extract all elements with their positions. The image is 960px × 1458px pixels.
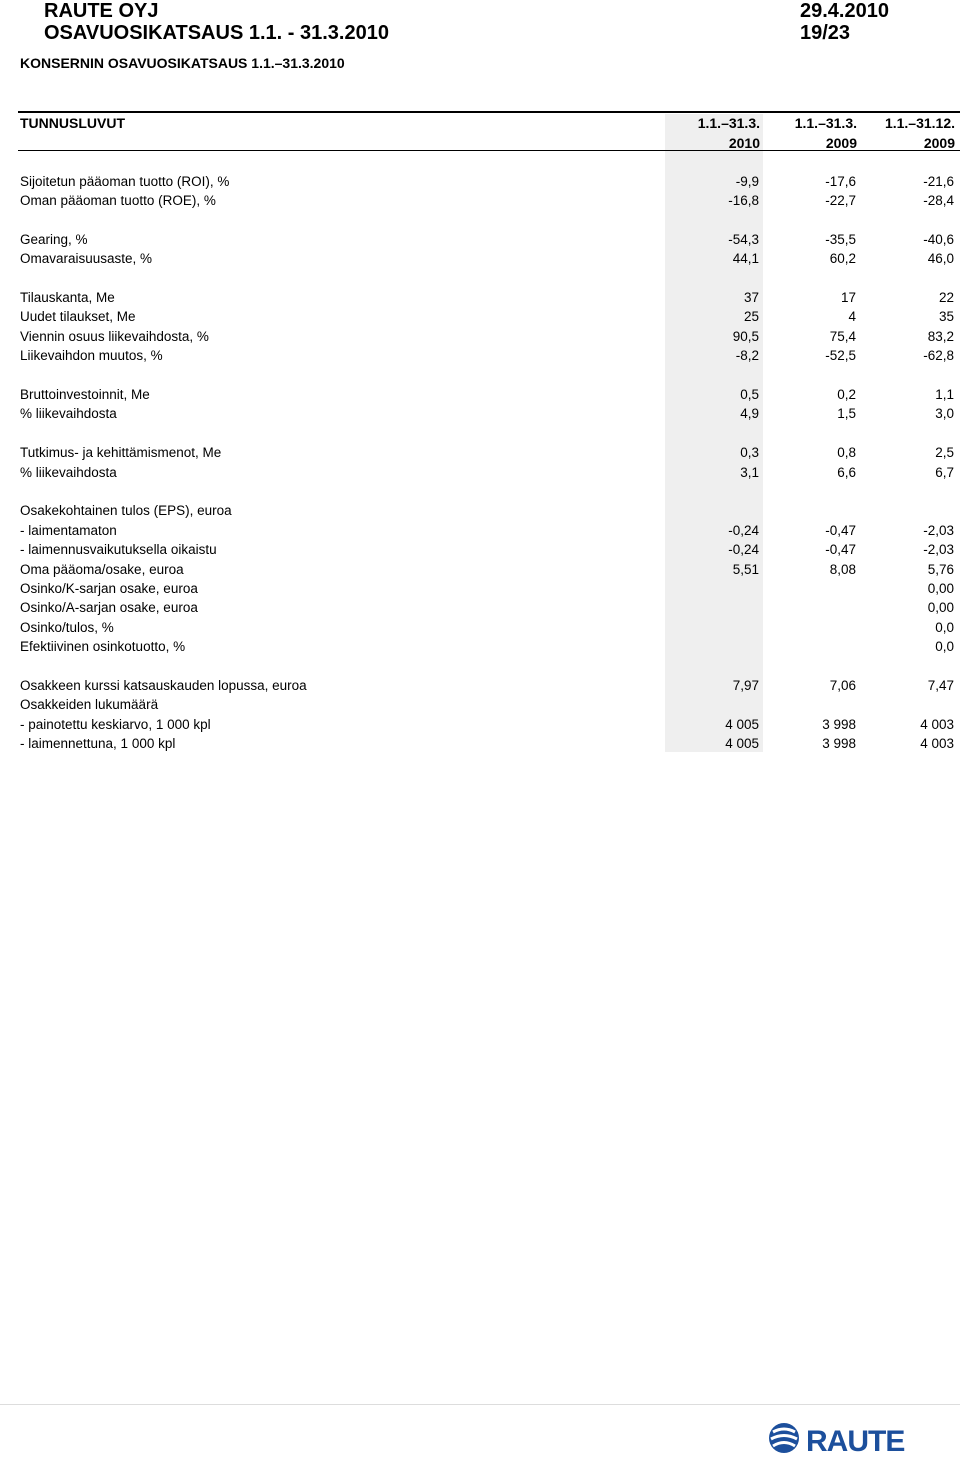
row-value-col3: 6,7 (935, 465, 954, 480)
row-value-col1: 4,9 (740, 406, 759, 421)
report-header-right (800, 0, 889, 44)
row-value-col1: 4 005 (725, 717, 759, 732)
row-value-col2: 6,6 (837, 465, 856, 480)
row-value-col3: 2,5 (935, 445, 954, 460)
row-value-col1: 90,5 (732, 329, 759, 344)
row-value-col3: 35 (938, 309, 954, 324)
column-header-3 (855, 113, 955, 153)
row-value-col3: 0,00 (927, 600, 954, 615)
row-label: % liikevaihdosta (20, 406, 117, 421)
row-value-col1: 5,51 (732, 562, 759, 577)
row-value-col1: -16,8 (728, 193, 759, 208)
footer-rule (0, 1404, 960, 1405)
page-number: 19/23 (800, 22, 851, 44)
row-label: Sijoitetun pääoman tuotto (ROI), % (20, 174, 230, 189)
row-value-col3: 4 003 (920, 717, 954, 732)
row-value-col2: -35,5 (825, 232, 856, 247)
table-title: TUNNUSLUVUT (20, 115, 125, 131)
company-name: RAUTE OYJ (44, 0, 159, 22)
row-value-col2: -0,47 (825, 542, 856, 557)
row-label: - laimennusvaikutuksella oikaistu (20, 542, 217, 557)
row-value-col1: -0,24 (728, 542, 759, 557)
row-label: - laimennettuna, 1 000 kpl (20, 736, 176, 751)
row-label: Osinko/tulos, % (20, 620, 114, 635)
row-value-col1: 37 (743, 290, 759, 305)
row-value-col3: 4 003 (920, 736, 954, 751)
row-label: Tutkimus- ja kehittämismenot, Me (20, 445, 222, 460)
row-value-col3: -28,4 (923, 193, 954, 208)
row-value-col2: 0,8 (837, 445, 856, 460)
report-title: OSAVUOSIKATSAUS 1.1. - 31.3.2010 (44, 22, 389, 44)
column-header-1-line2: 2010 (728, 135, 760, 151)
row-value-col2: 60,2 (829, 251, 856, 266)
row-label: Osakekohtainen tulos (EPS), euroa (20, 503, 232, 518)
row-value-col2: 75,4 (829, 329, 856, 344)
column-header-1-line1: 1.1.–31.3. (697, 115, 760, 131)
raute-logo-mark-icon (769, 1423, 799, 1453)
column-header-2-line1: 1.1.–31.3. (794, 115, 857, 131)
row-value-col1: -8,2 (735, 348, 759, 363)
column-header-2 (757, 113, 857, 153)
row-value-col1: 25 (743, 309, 759, 324)
column-header-1 (660, 113, 760, 153)
row-value-col2: 8,08 (829, 562, 856, 577)
row-value-col3: 3,0 (935, 406, 954, 421)
row-value-col1: -0,24 (728, 523, 759, 538)
row-label: Oma pääoma/osake, euroa (20, 562, 184, 577)
row-label: Osinko/K-sarjan osake, euroa (20, 581, 198, 596)
row-value-col3: 46,0 (927, 251, 954, 266)
row-value-col1: 0,5 (740, 387, 759, 402)
row-label: Oman pääoman tuotto (ROE), % (20, 193, 216, 208)
row-value-col2: 7,06 (829, 678, 856, 693)
row-label: Gearing, % (20, 232, 88, 247)
row-value-col1: -54,3 (728, 232, 759, 247)
row-value-col3: 0,0 (935, 620, 954, 635)
row-value-col3: -21,6 (923, 174, 954, 189)
row-label: % liikevaihdosta (20, 465, 117, 480)
row-value-col1: -9,9 (735, 174, 759, 189)
row-label: Osakkeiden lukumäärä (20, 697, 159, 712)
column-header-3-line2: 2009 (923, 135, 955, 151)
row-label: Efektiivinen osinkotuotto, % (20, 639, 186, 654)
row-label: Bruttoinvestoinnit, Me (20, 387, 150, 402)
row-value-col2: 17 (840, 290, 856, 305)
row-label: Omavaraisuusaste, % (20, 251, 153, 266)
row-value-col2: -22,7 (825, 193, 856, 208)
report-date: 29.4.2010 (800, 0, 889, 22)
row-label: Liikevaihdon muutos, % (20, 348, 163, 363)
report-header-left (44, 0, 389, 44)
row-value-col3: 7,47 (927, 678, 954, 693)
row-label: - laimentamaton (20, 523, 117, 538)
raute-logo (768, 1420, 908, 1456)
row-value-col2: -17,6 (825, 174, 856, 189)
row-label: Tilauskanta, Me (20, 290, 115, 305)
row-value-col2: -52,5 (825, 348, 856, 363)
row-value-col2: -0,47 (825, 523, 856, 538)
row-label: - painotettu keskiarvo, 1 000 kpl (20, 717, 211, 732)
row-value-col2: 1,5 (837, 406, 856, 421)
row-value-col3: 0,00 (927, 581, 954, 596)
row-value-col2: 3 998 (822, 717, 856, 732)
row-value-col3: -62,8 (923, 348, 954, 363)
row-label: Osakkeen kurssi katsauskauden lopussa, euroa (20, 678, 307, 693)
row-value-col2: 3 998 (822, 736, 856, 751)
row-value-col3: 1,1 (935, 387, 954, 402)
row-value-col1: 3,1 (740, 465, 759, 480)
row-value-col2: 4 (848, 309, 856, 324)
column-header-3-line1: 1.1.–31.12. (884, 115, 955, 131)
row-value-col3: -40,6 (923, 232, 954, 247)
row-value-col1: 0,3 (740, 445, 759, 460)
row-value-col1: 7,97 (732, 678, 759, 693)
row-value-col1: 44,1 (732, 251, 759, 266)
row-value-col3: 22 (938, 290, 954, 305)
row-value-col1: 4 005 (725, 736, 759, 751)
row-value-col3: 5,76 (927, 562, 954, 577)
row-value-col3: -2,03 (923, 542, 954, 557)
row-value-col3: 0,0 (935, 639, 954, 654)
row-label: Uudet tilaukset, Me (20, 309, 136, 324)
raute-logo-wordmark: RAUTE (806, 1425, 905, 1456)
row-value-col3: 83,2 (927, 329, 954, 344)
row-label: Osinko/A-sarjan osake, euroa (20, 600, 198, 615)
row-value-col2: 0,2 (837, 387, 856, 402)
row-value-col3: -2,03 (923, 523, 954, 538)
column-header-2-line2: 2009 (825, 135, 857, 151)
section-subtitle: KONSERNIN OSAVUOSIKATSAUS 1.1.–31.3.2010 (20, 55, 345, 71)
row-label: Viennin osuus liikevaihdosta, % (20, 329, 209, 344)
